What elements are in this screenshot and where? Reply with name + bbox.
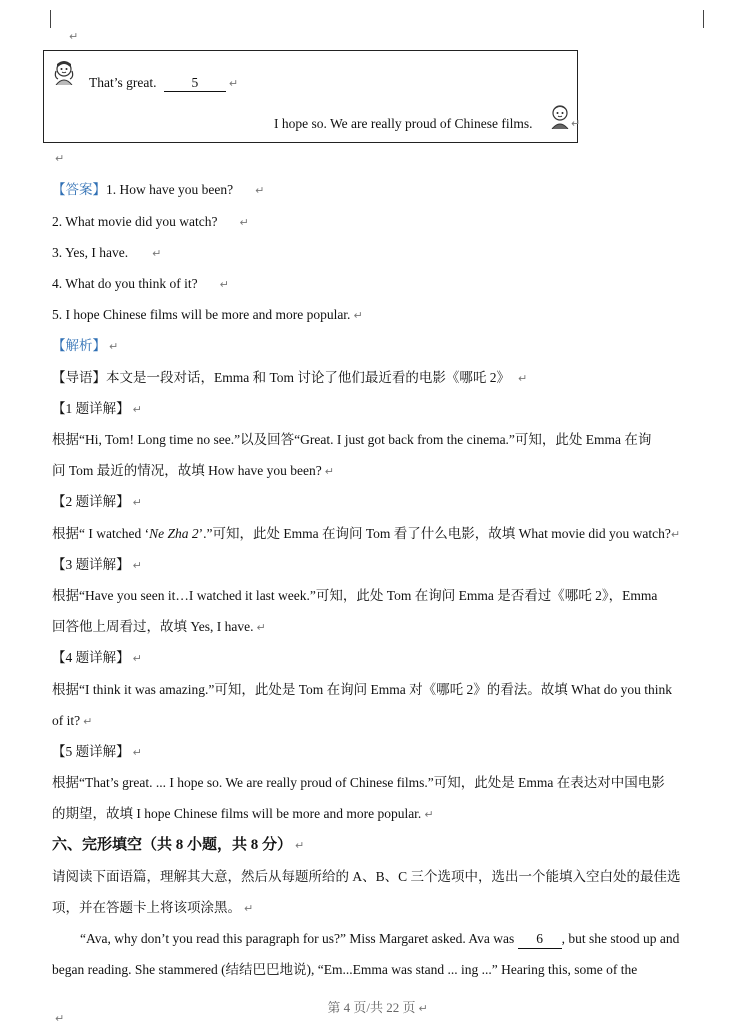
paragraph-mark: ↵ [132, 403, 142, 416]
passage-line-1 [80, 930, 679, 949]
q4-title-line [52, 649, 142, 668]
answer-item-2: 2. What movie did you watch? [52, 214, 218, 229]
q3-explain-line-1 [52, 587, 657, 605]
q4-explain-2: of it? [52, 713, 81, 728]
answer-item-1: 1. How have you been? [106, 182, 234, 197]
q2-title-line [52, 493, 142, 512]
paragraph-mark: ↵ [324, 465, 334, 478]
answer-line-5 [52, 306, 363, 325]
boy-avatar-icon [548, 103, 572, 129]
paragraph-mark: ↵ [424, 808, 434, 821]
q3-explain-line-2 [52, 618, 266, 637]
q3-explain-1: 根据“Have you seen it…I watched it last week.”可知，此处 Tom 在询问 Emma 是否看过《哪吒 2》，Emma [52, 588, 658, 603]
q3-title-line [52, 556, 142, 575]
dialog-line-2-text: I hope so. We are really proud of Chinese films. [274, 116, 533, 131]
q1-title-line [52, 400, 142, 419]
paragraph-mark: ↵ [670, 528, 681, 541]
guide-line [52, 369, 527, 388]
q5-explain-1: 根据“That’s great. ... I hope so. We are really proud of Chinese films.”可知，此处是 Emma 在表达对中国电影 [52, 775, 665, 790]
guide-text: 【导语】本文是一段对话，Emma 和 Tom 讨论了他们最近看的电影《哪吒 2》 [52, 370, 511, 385]
answer-line-4 [52, 275, 229, 294]
answer-item-5: 5. I hope Chinese films will be more and more popular. [52, 307, 351, 322]
paragraph-mark: ↵ [518, 372, 528, 385]
q5-explain-line-1 [52, 774, 665, 792]
paragraph-mark: ↵ [255, 184, 265, 197]
paragraph-mark: ↵ [132, 559, 142, 572]
answer-item-3: 3. Yes, I have. [52, 245, 129, 260]
paragraph-mark: ↵ [295, 839, 305, 852]
q5-title-line [52, 743, 142, 762]
paragraph-mark: ↵ [353, 309, 363, 322]
q2-explain-line [52, 525, 680, 544]
dialog-line-1-text: That’s great. [89, 75, 157, 90]
passage-2: began reading. She stammered (结结巴巴地说), “Em...Emma was stand ... ing ...” Hearing this, some of the [52, 962, 638, 977]
paragraph-mark: ↵ [571, 117, 581, 130]
q5-title: 【5 题详解】 [52, 744, 130, 759]
dialog-line-1 [89, 75, 238, 92]
answer-item-4: 4. What do you think of it? [52, 276, 198, 291]
paragraph-mark: ↵ [55, 1012, 65, 1025]
paragraph-mark: ↵ [418, 1002, 428, 1015]
answer-line-1 [52, 181, 264, 200]
q2-explain-italic: Ne Zha 2 [149, 526, 199, 541]
paragraph-mark: ↵ [152, 247, 162, 260]
paragraph-mark: ↵ [69, 30, 79, 43]
girl-avatar-icon [52, 59, 76, 85]
q2-explain-post: ’.”可知，此处 Emma 在询问 Tom 看了什么电影，故填 What movie did you watch? [198, 526, 671, 541]
q3-explain-2: 回答他上周看过，故填 Yes, I have. [52, 619, 254, 634]
passage-line-2 [52, 961, 637, 979]
q4-explain-line-2 [52, 712, 92, 731]
dialog-box [43, 50, 581, 143]
paragraph-mark: ↵ [109, 340, 119, 353]
instruction-line-2 [52, 899, 253, 918]
blank-5: 5 [164, 75, 226, 92]
paragraph-mark: ↵ [132, 496, 142, 509]
passage-1-post: , but she stood up and [561, 931, 680, 946]
q5-explain-line-2 [52, 805, 434, 824]
paragraph-mark: ↵ [55, 152, 65, 165]
section-6-heading: 六、完形填空（共 8 小题，共 8 分） [52, 837, 293, 853]
blank-6: 6 [518, 930, 562, 949]
q1-explain-line-2 [52, 462, 334, 481]
page-number: 第 4 页/共 22 页 [327, 1000, 416, 1015]
crop-mark-right [703, 10, 704, 28]
q2-explain-pre: 根据“ I watched ‘ [52, 526, 150, 541]
q4-title: 【4 题详解】 [52, 650, 130, 665]
q3-title: 【3 题详解】 [52, 557, 130, 572]
answer-line-3 [52, 244, 161, 263]
instruction-1: 请阅读下面语篇，理解其大意，然后从每题所给的 A、B、C 三个选项中，选出一个能填入空白处的最佳选 [52, 869, 681, 884]
q4-explain-1: 根据“I think it was amazing.”可知，此处是 Tom 在询问 Emma 对《哪吒 2》的看法。故填 What do you think [52, 682, 672, 697]
q1-explain-2: 问 Tom 最近的情况，故填 How have you been? [52, 463, 322, 478]
answer-line-2 [52, 213, 249, 232]
dialog-line-2 [274, 116, 532, 132]
paragraph-mark: ↵ [132, 652, 142, 665]
q1-title: 【1 题详解】 [52, 401, 130, 416]
analysis-line [52, 337, 118, 356]
paragraph-mark: ↵ [239, 216, 249, 229]
instruction-line-1 [52, 868, 681, 886]
answer-label: 【答案】 [52, 182, 106, 197]
paragraph-mark: ↵ [219, 278, 229, 291]
paragraph-mark: ↵ [132, 746, 142, 759]
paragraph-mark: ↵ [83, 715, 93, 728]
analysis-label: 【解析】 [52, 338, 106, 353]
q1-explain-line-1 [52, 431, 651, 449]
paragraph-mark: ↵ [244, 902, 254, 915]
section-6-heading-line [52, 836, 304, 855]
page-footer [0, 997, 755, 1016]
passage-1-pre: “Ava, why don’t you read this paragraph for us?” Miss Margaret asked. Ava was [80, 931, 515, 946]
paragraph-mark: ↵ [256, 621, 266, 634]
crop-mark-left [50, 10, 51, 28]
q4-explain-line-1 [52, 681, 672, 699]
q5-explain-2: 的期望，故填 I hope Chinese films will be more and more popular. [52, 806, 422, 821]
instruction-2: 项，并在答题卡上将该项涂黑。 [52, 900, 241, 915]
q1-explain-1: 根据“Hi, Tom! Long time no see.”以及回答“Great. I just got back from the cinema.”可知，此处 Emma 在询 [52, 432, 652, 447]
q2-title: 【2 题详解】 [52, 494, 130, 509]
paragraph-mark: ↵ [228, 77, 239, 90]
